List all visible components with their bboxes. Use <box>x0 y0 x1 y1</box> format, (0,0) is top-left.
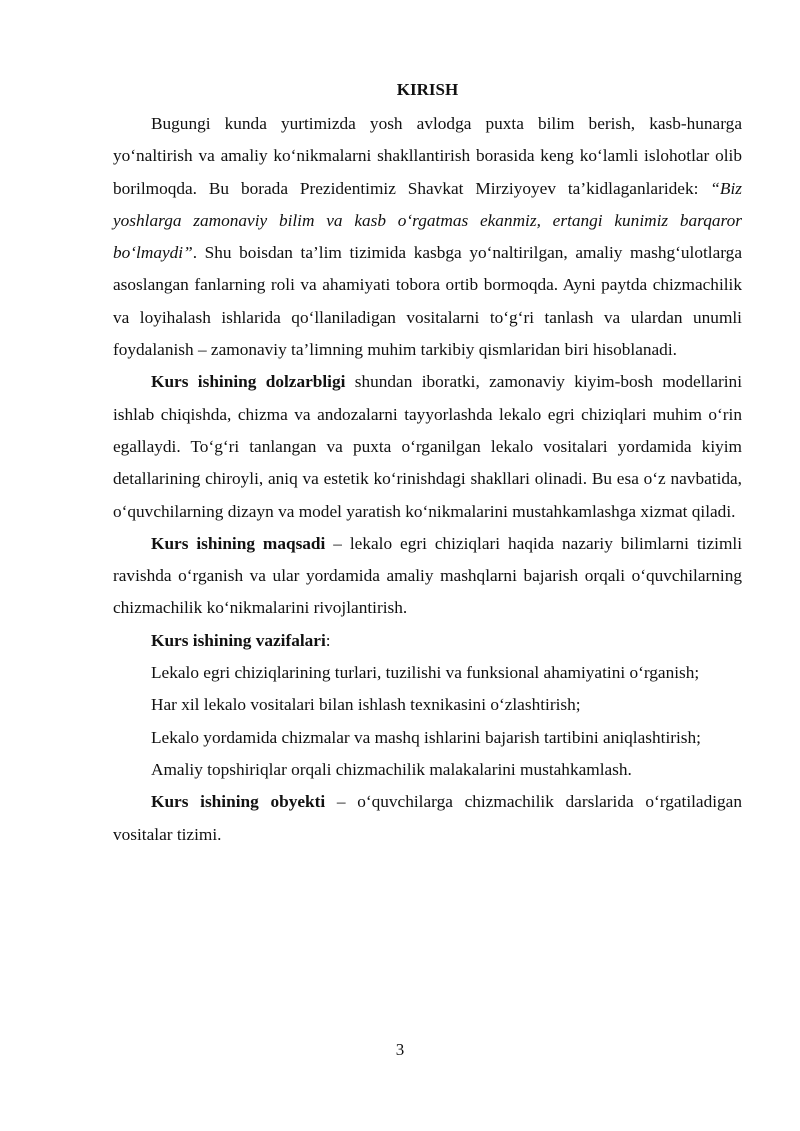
object-text: – o‘quvchilarga chizmachilik darslarida o‘rgatiladigan vositalar tizimi. <box>113 792 742 844</box>
president-quote: “Biz yoshlarga zamonaviy bilim va kasb o‘rgatmas ekanmiz, ertangi kunimiz barqaror bo‘lmaydi” <box>113 178 742 263</box>
page-number: 3 <box>395 1040 405 1059</box>
task-item-2: Har xil lekalo vositalari bilan ishlash texnikasini o‘zlashtirish; <box>151 695 581 715</box>
intro-text-1: Bugungi kunda yurtimizda yosh avlodga puxta bilim berish, kasb-hunarga yo‘naltirish va amaliy ko‘nikmalarni shakllantirish borasida keng ko‘lamli islohotlar olib borilmoqda. Bu borada Prezidentimiz Shavkat Mirziyoyev ta’kidlaganlaridek: <box>113 114 742 198</box>
intro-paragraph <box>113 108 742 366</box>
goal-paragraph <box>113 528 742 625</box>
relevance-text: shundan iboratki, zamonaviy kiyim-bosh modellarini ishlab chiqishda, chizma va andozalarni tayyorlashda lekalo egri chiziqlari muhim o‘rin egallaydi. To‘g‘ri tanlangan va puxta o‘rganilgan lekalo vositalari yordamida kiyim detallarining chiroyli, aniq va estetik ko‘rinishdagi shakllari olinadi. Bu esa o‘z navbatida, o‘quvchilarning dizayn va model yaratish ko‘nikmalarini mustahkamlashga xizmat qiladi. <box>113 372 742 521</box>
task-item-3: Lekalo yordamida chizmalar va mashq ishlarini bajarish tartibini aniqlashtirish; <box>151 727 701 747</box>
page-content <box>113 74 742 851</box>
task-item-4: Amaliy topshiriqlar orqali chizmachilik malakalarini mustahkamlash. <box>151 759 632 779</box>
goal-text: – lekalo egri chiziqlari haqida nazariy bilimlarni tizimli ravishda o‘rganish va ular yordamida amaliy mashqlarni bajarish orqali o‘quvchilarning chizmachilik ko‘nikmalarini rivojlantirish. <box>113 533 743 618</box>
object-paragraph <box>113 786 742 851</box>
task-item-1: Lekalo egri chiziqlarining turlari, tuzilishi va funksional ahamiyatini o‘rganish; <box>151 663 700 683</box>
tasks-suffix: : <box>325 630 331 650</box>
tasks-heading-paragraph <box>113 625 742 657</box>
intro-text-2: . Shu boisdan ta’lim tizimida kasbga yo‘naltirilgan, amaliy mashg‘ulotlarga asoslangan fanlarning roli va ahamiyati tobora ortib bormoqda. Ayni paytda chizmachilik va loyihalash ishlarida qo‘llaniladigan vositalarni to‘g‘ri tanlash va ulardan unumli foydalanish – zamonaviy ta’limning muhim tarkibiy qismlaridan biri hisoblanadi. <box>113 243 742 360</box>
tasks-label: Kurs ishining vazifalari <box>151 630 326 650</box>
relevance-paragraph <box>113 366 742 527</box>
object-label: Kurs ishining obyekti <box>151 792 326 812</box>
goal-label: Kurs ishining maqsadi <box>151 533 326 553</box>
section-heading: KIRISH <box>396 80 459 99</box>
relevance-label: Kurs ishining dolzarbligi <box>151 372 346 392</box>
